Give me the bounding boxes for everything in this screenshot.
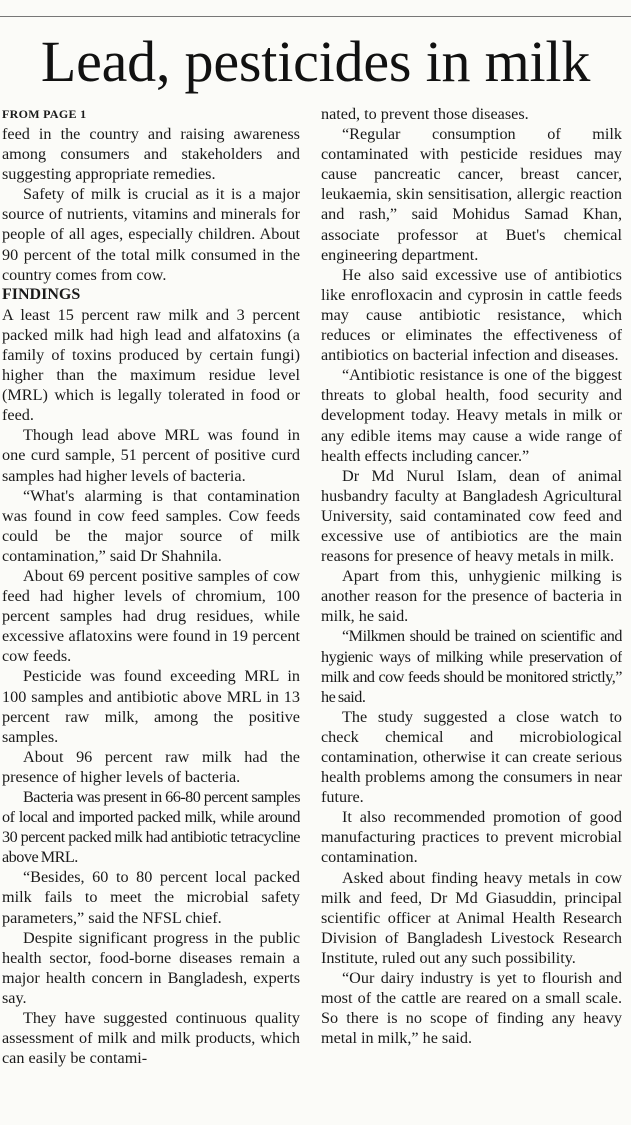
right-column bbox=[321, 104, 622, 1125]
findings-subhead: FINDINGS bbox=[2, 285, 81, 303]
left-column bbox=[2, 104, 300, 1125]
paragraph: They have suggested continuous quality assessment of milk and milk products, which can easily be contami- bbox=[2, 1009, 300, 1068]
paragraph: Safety of milk is crucial as it is a major source of nutrients, vitamins and minerals for people of all ages, especially children. About 90 percent of the total milk consumed in the country comes from cow. bbox=[2, 185, 300, 284]
paragraph: Bacteria was present in 66-80 percent samples of local and imported packed milk, while around 30 percent packed milk had antibiotic tetracycline above MRL. bbox=[2, 788, 300, 867]
paragraph: Asked about finding heavy metals in cow milk and feed, Dr Md Giasuddin, principal scientific officer at Animal Health Research Division of Bangladesh Livestock Research Institute, ruled out any such possibility. bbox=[321, 868, 622, 967]
from-page-kicker: FROM PAGE 1 bbox=[2, 107, 87, 121]
paragraph: Despite significant progress in the public health sector, food-borne diseases remain a major health concern in Bangladesh, experts say. bbox=[2, 928, 300, 1007]
paragraph: Apart from this, unhygienic milking is another reason for the presence of bacteria in milk, he said. bbox=[321, 567, 622, 626]
paragraph: “Antibiotic resistance is one of the biggest threats to global health, food security and development today. Heavy metals in milk or any edible items may cause a wide range of health effects including cancer.” bbox=[321, 366, 622, 465]
paragraph: A least 15 percent raw milk and 3 percent packed milk had high lead and alfatoxins (a family of toxins produced by certain fungi) higher than the maximum residue level (MRL) which is legally tolerated in food or feed. bbox=[2, 305, 300, 425]
paragraph: Though lead above MRL was found in one curd sample, 51 percent of positive curd samples had higher levels of bacteria. bbox=[2, 426, 300, 485]
paragraph: “Besides, 60 to 80 percent local packed milk fails to meet the microbial safety parameters,” said the NFSL chief. bbox=[2, 868, 300, 927]
paragraph: About 96 percent raw milk had the presence of higher levels of bacteria. bbox=[2, 747, 300, 786]
paragraph: nated, to prevent those diseases. bbox=[321, 105, 529, 123]
paragraph: It also recommended promotion of good manufacturing practices to prevent microbial contamination. bbox=[321, 808, 622, 867]
top-rule bbox=[0, 16, 631, 17]
paragraph: Dr Md Nurul Islam, dean of animal husbandry faculty at Bangladesh Agricultural University, said contaminated cow feed and excessive use of antibiotics are the main reasons for presence of heavy metals in milk. bbox=[321, 466, 622, 566]
paragraph: “Milkmen should be trained on scientific and hygienic ways of milking while preservation of milk and cow feeds should be monitored strictly,” he said. bbox=[321, 627, 622, 706]
paragraph: About 69 percent positive samples of cow feed had higher levels of chromium, 100 percent samples had drug residues, while excessive aflatoxins were found in 19 percent cow feeds. bbox=[2, 566, 300, 666]
paragraph: “Regular consumption of milk contaminated with pesticide residues may cause pancreatic cancer, breast cancer, leukaemia, skin sensitisation, allergic reaction and rash,” said Mohidus Samad Khan, associate professor at Buet's chemical engineering department. bbox=[321, 125, 622, 264]
paragraph: The study suggested a close watch to check chemical and microbiological contamination, otherwise it can create serious health problems among the consumers in near future. bbox=[321, 707, 622, 807]
paragraph: “What's alarming is that contamination was found in cow feed samples. Cow feeds could be the major source of milk contamination,” said Dr Shahnila. bbox=[2, 486, 300, 565]
paragraph: Pesticide was found exceeding MRL in 100 samples and antibiotic above MRL in 13 percent raw milk, among the positive samples. bbox=[2, 667, 300, 746]
paragraph: “Our dairy industry is yet to flourish and most of the cattle are reared on a small scale. So there is no scope of finding any heavy metal in milk,” he said. bbox=[321, 969, 622, 1048]
paragraph: feed in the country and raising awareness among consumers and stakeholders and suggesting appropriate remedies. bbox=[2, 125, 300, 184]
paragraph: He also said excessive use of antibiotics like enrofloxacin and cyprosin in cattle feeds may cause antibiotic resistance, which reduces or eliminates the effectiveness of antibiotics on bacterial infection and diseases. bbox=[321, 265, 622, 365]
headline: Lead, pesticides in milk bbox=[40, 29, 591, 94]
